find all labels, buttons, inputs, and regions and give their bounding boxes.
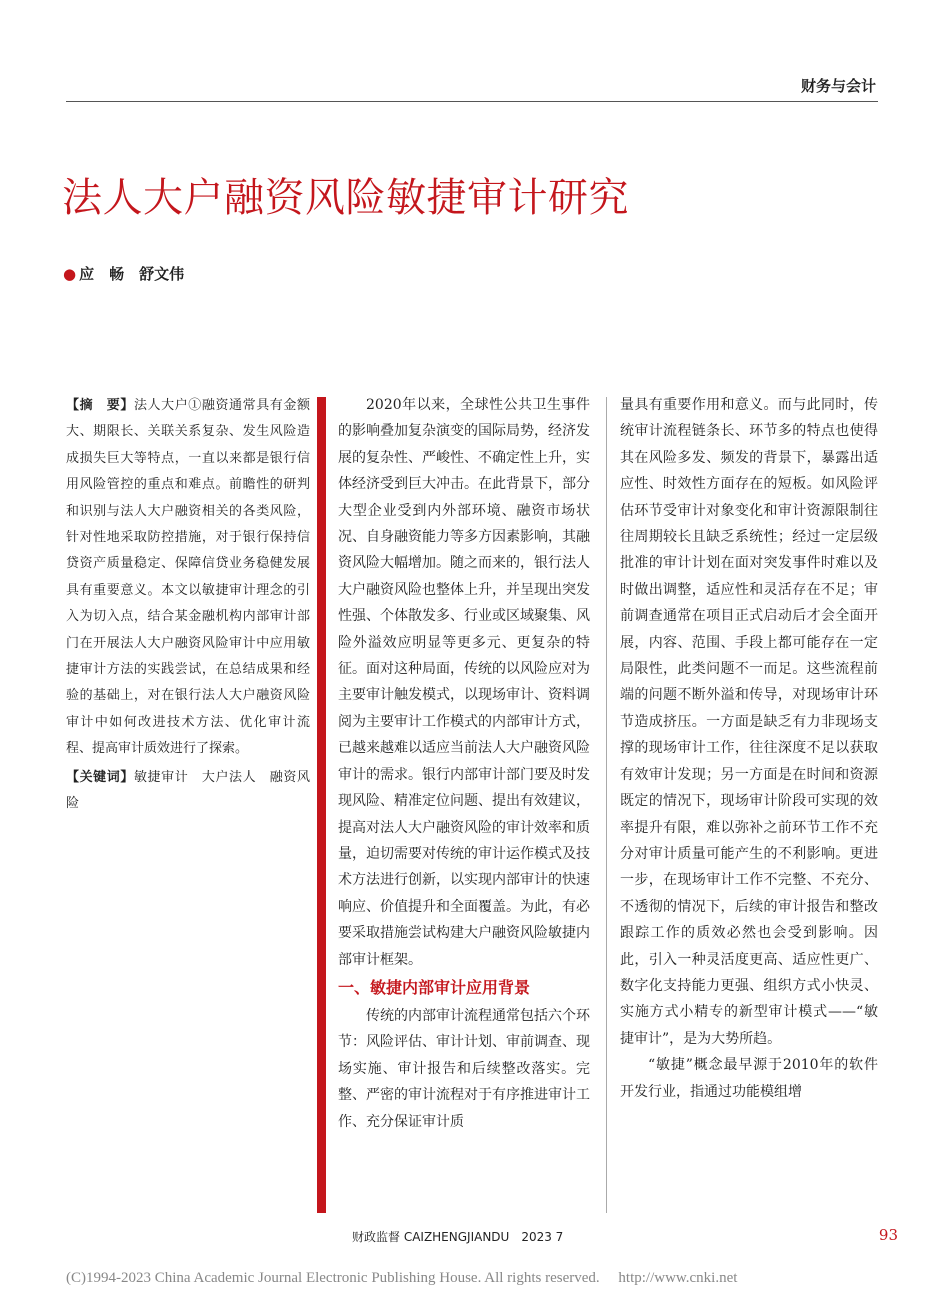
- section-label: 财务与会计: [800, 77, 876, 95]
- body-column-2: [620, 392, 878, 1105]
- article-title: 法人大户融资风险敏捷审计研究: [62, 175, 629, 221]
- body-paragraph: 2020年以来，全球性公共卫生事件的影响叠加复杂演变的国际局势，经济发展的复杂性、严峻性、不确定性上升，实体经济受到巨大冲击。在此背景下，部分大型企业受到内外部环境、融资市场状况、自身融资能力等多方因素影响，其融资风险大幅增加。随之而来的，银行法人大户融资风险也整体上升，并呈现出突发性强、个体散发多、行业或区域聚集、风险外溢效应明显等更多元、更复杂的特征。面对这种局面，传统的以风险应对为主要审计触发模式，以现场审计、资料调阅为主要审计工作模式的内部审计方式，已越来越难以适应当前法人大户融资风险审计的需求。银行内部审计部门要及时发现风险、精准定位问题、提出有效建议，提高对法人大户融资风险的审计效率和质量，迫切需要对传统的审计运作模式及技术方法进行创新，以实现内部审计的快速响应、价值提升和全面覆盖。为此，有必要采取措施尝试构建大户融资风险敏捷内部审计框架。: [338, 397, 590, 968]
- accent-bar: [317, 397, 326, 1213]
- page-number: 93: [878, 1226, 898, 1244]
- body-paragraph: 量具有重要作用和意义。而与此同时，传统审计流程链条长、环节多的特点也使得其在风险多发、频发的背景下，暴露出适应性、时效性方面存在的短板。如风险评估环节受审计对象变化和审计资源限制往往周期较长且缺乏系统性；经过一定层级批准的审计计划在面对突发事件时难以及时做出调整，适应性和灵活存在不足；审前调查通常在项目正式启动后才会全面开展，内容、范围、手段上都可能存在一定局限性，此类问题不一而足。这些流程前端的问题不断外溢和传导，对现场审计环节造成挤压。一方面是缺乏有力非现场支撑的现场审计工作，往往深度不足以获取有效审计发现；另一方面是在时间和资源既定的情况下，现场审计阶段可实现的效率提升有限，难以弥补之前环节工作不充分对审计质量可能产生的不利影响。更进一步，在现场审计工作不完整、不充分、不透彻的情况下，后续的审计报告和整改跟踪工作的质效必然也会受到影响。因此，引入一种灵活度更高、适应性更广、数字化支持能力更强、组织方式小快灵、实施方式小精专的新型审计模式——“敏捷审计”，是为大势所趋。: [620, 397, 878, 1047]
- bullet-icon: ●: [63, 265, 77, 283]
- body-paragraph: 传统的内部审计流程通常包括六个环节：风险评估、审计计划、审前调查、现场实施、审计报告和后续整改落实。完整、严密的审计流程对于有序推进审计工作、充分保证审计质: [338, 1007, 590, 1130]
- journal-footer: 财政监督 CAIZHENGJIANDU 2023 7: [352, 1230, 564, 1244]
- copyright-watermark: (C)1994-2023 China Academic Journal Electronic Publishing House. All rights reserved. http://www.cnki.net: [66, 1270, 738, 1286]
- body-paragraph: “敏捷”概念最早源于2010年的软件开发行业，指通过功能模组增: [620, 1057, 878, 1100]
- keywords-text: 敏捷审计 大户法人 融资风险: [66, 769, 310, 812]
- header-rule: [66, 101, 878, 102]
- author-names: 应 畅 舒文伟: [79, 265, 185, 283]
- abstract-paragraph: [66, 393, 310, 763]
- body-column-1: [338, 392, 590, 1135]
- author-line: [63, 263, 184, 284]
- abstract-text: 法人大户①融资通常具有金额大、期限长、关联关系复杂、发生风险造成损失巨大等特点，一直以来都是银行信用风险管控的重点和难点。前瞻性的研判和识别与法人大户融资相关的各类风险，针对性地采取防控措施，对于银行保持信贷资产质量稳定、保障信贷业务稳健发展具有重要意义。本文以敏捷审计理念的引入为切入点，结合某金融机构内部审计部门在开展法人大户融资风险审计中应用敏捷审计方法的实践尝试，在总结成果和经验的基础上，对在银行法人大户融资风险审计中如何改进技术方法、优化审计流程、提高审计质效进行了探索。: [66, 398, 310, 757]
- column-divider: [606, 397, 607, 1213]
- keywords-label: 【关键词】: [66, 769, 134, 785]
- section-heading: 一、敏捷内部审计应用背景: [338, 977, 531, 997]
- abstract-column: [66, 393, 310, 818]
- abstract-label: 【摘 要】: [66, 398, 134, 413]
- keywords-paragraph: [66, 765, 310, 818]
